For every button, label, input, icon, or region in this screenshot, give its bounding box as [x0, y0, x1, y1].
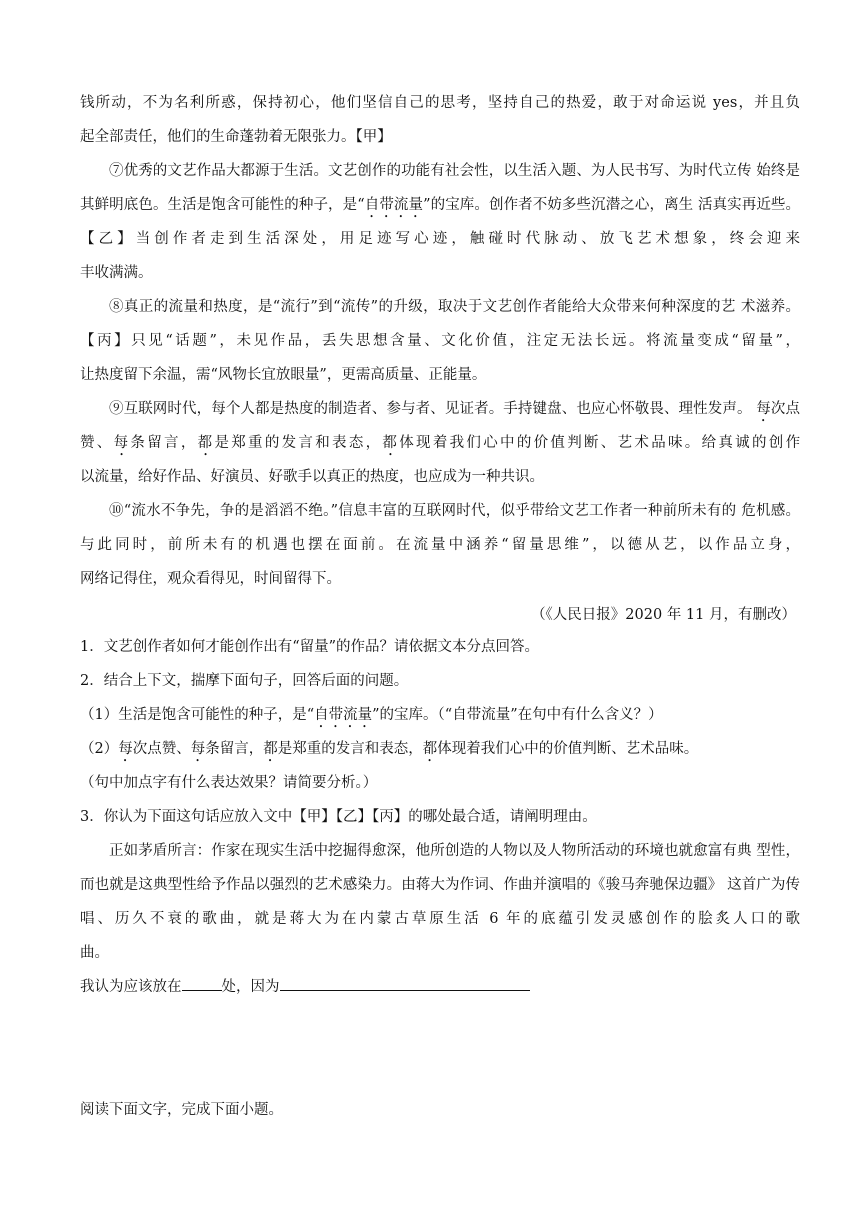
paragraph-9	[80, 392, 800, 494]
dotted-char: 都	[263, 741, 278, 757]
dotted-char: 每	[190, 741, 206, 757]
paragraph-7	[80, 154, 800, 290]
text-line: 曲。	[80, 945, 109, 961]
emphasized-phrase: 自带流量	[314, 707, 373, 723]
text-segment: （1）生活是饱含可能性的种子，是“	[80, 707, 315, 723]
text-line: ⑦优秀的文艺作品大都源于生活。文艺创作的功能有社会性，以生活入题、为人民书写、为时代立传	[109, 163, 752, 179]
text-segment: 体现着我们心中的价值判断、艺术品味。	[437, 741, 699, 757]
text-segment: 是郑重的发言和表态，	[277, 741, 423, 757]
paragraph-8	[80, 290, 800, 392]
paragraph-continued	[80, 86, 800, 154]
question-3: 3．你认为下面这句话应放入文中【甲】【乙】【丙】的哪处最合适，请阐明理由。	[80, 809, 597, 825]
paragraph-10	[80, 494, 800, 596]
text-segment: ”的宝库。创作者不妨多些沉潜之心，离生	[423, 197, 694, 213]
question-2-sub-1	[80, 698, 800, 732]
dotted-char: 每	[118, 741, 133, 757]
text-line: 术滋养。【丙】只见“话题”，未见作品，丢失思想含量、文化价值，注定无法长远。将流量变成“留量”，	[80, 299, 800, 349]
answer-blank-reason[interactable]	[280, 974, 530, 991]
dotted-char: 都	[197, 435, 215, 451]
text-line: 起全部责任，他们的生命蓬勃着无限张力。【甲】	[80, 129, 392, 145]
text-segment: 体现着我们心中的价值判断、艺术品味。给真诚的创作	[399, 435, 801, 451]
text-segment: 次点赞、	[132, 741, 191, 757]
text-segment: （2）	[80, 741, 119, 757]
text-line: 丰收满满。	[80, 265, 153, 281]
text-line: 这首广为传唱、历久不衰的歌曲，就是蒋大为在内蒙古草原生活 6 年的底蕴引发灵感创作的脍炙人口的歌	[80, 877, 801, 927]
text-segment: 次点赞、	[80, 401, 801, 451]
text-line: ⑨互联网时代，每个人都是热度的制造者、参与者、见证者。手持键盘、也应心怀敬畏、理性发声。	[109, 401, 752, 417]
text-segment: 始终是其鲜明底色。生活是饱含可能性的种子，是“	[80, 163, 801, 213]
dotted-char: 每	[113, 435, 131, 451]
text-line: 型性，而也就是这典型性给予作品以强烈的艺术感染力。由蒋大为作词、作曲并演唱的《骏马奔驰保边疆》	[80, 843, 801, 893]
source-citation: （《人民日报》2020 年 11 月，有删改）	[531, 607, 796, 623]
question-1: 1．文艺创作者如何才能创作出有“留量”的作品？请依据文本分点回答。	[80, 639, 540, 655]
text-line: 正如茅盾所言：作家在现实生活中挖掘得愈深，他所创造的人物以及人物所活动的环境也就愈富有典	[109, 843, 752, 859]
text-segment: 是郑重的发言和表态，	[214, 435, 383, 451]
question-2: 2．结合上下文，揣摩下面句子，回答后面的问题。	[80, 673, 409, 689]
dotted-char: 都	[382, 435, 400, 451]
text-line: 钱所动，不为名利所惑，保持初心，他们坚信自己的思考，坚持自己的热爱，敢于对命运说 yes，并且负	[80, 95, 800, 111]
text-line: 以流量，给好作品、好演员、好歌手以真正的热度，也应成为一种共识。	[80, 469, 544, 485]
answer-prefix: 我认为应该放在	[80, 979, 182, 995]
text-line: 活真实再近些。【乙】当创作者走到生活深处，用足迹写心迹，触碰时代脉动、放飞艺术想象，终会迎来	[80, 197, 800, 247]
text-segment: ”的宝库。（“自带流量”在句中有什么含义？）	[372, 707, 663, 723]
reading-prompt: 阅读下面文字，完成下面小题。	[80, 1102, 283, 1118]
text-line: 危机感。与此同时，前所未有的机遇也摆在面前。在流量中涵养“留量思维”，以德从艺，以作品立身，	[80, 503, 801, 553]
text-line: ⑩“流水不争先，争的是滔滔不绝。”信息丰富的互联网时代，似乎带给文艺工作者一种前所未有的	[109, 503, 737, 519]
answer-blank-location[interactable]	[182, 974, 222, 991]
question-2-sub-2	[80, 732, 800, 766]
answer-middle: 处，因为	[221, 979, 280, 995]
dotted-char: 每	[756, 401, 771, 417]
passage-body	[80, 86, 800, 1004]
text-line: ⑧真正的流量和热度，是“流行”到“流传”的升级，取决于文艺创作者能给大众带来何种深度的艺	[109, 299, 736, 315]
question-3-quote	[80, 834, 800, 970]
text-line: 让热度留下余温，需“风物长宜放眼量”，更需高质量、正能量。	[80, 367, 487, 383]
text-segment: 条留言，	[130, 435, 198, 451]
answer-line	[80, 970, 800, 1004]
emphasized-phrase: 自带流量	[364, 197, 424, 213]
question-2-note: （句中加点字有什么表达效果？请简要分析。）	[80, 775, 378, 791]
text-segment: 条留言，	[205, 741, 264, 757]
text-line: 网络记得住，观众看得见，时间留得下。	[80, 571, 341, 587]
dotted-char: 都	[422, 741, 438, 757]
